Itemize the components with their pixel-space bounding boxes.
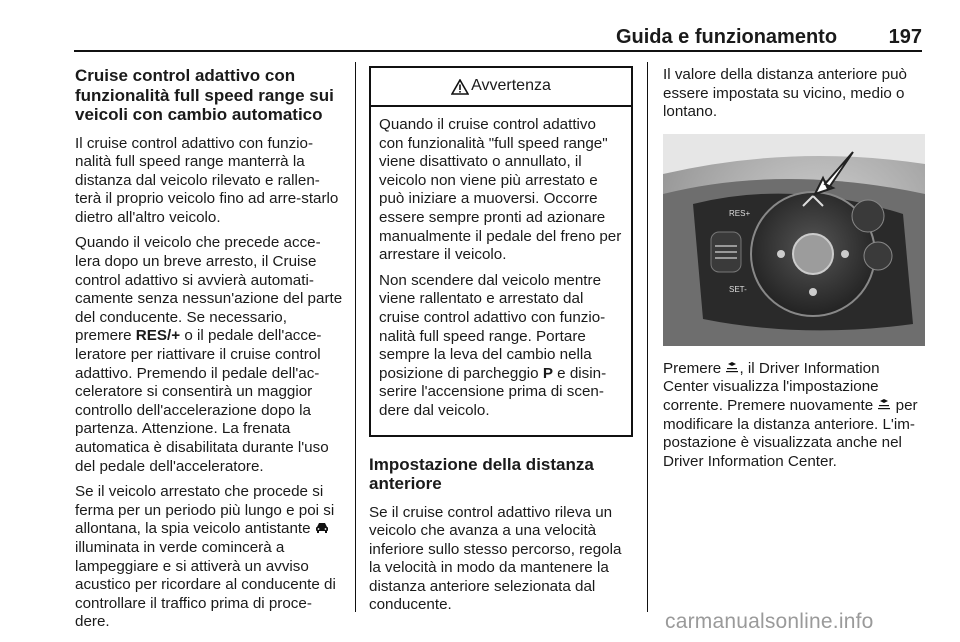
paragraph: Se il veicolo arrestato che procede si ferma per un periodo più lungo e poi si allontana, la spia veicolo antistante illuminata in verde comincerà a lampeggiare e si attiverà un avviso acustico per ricordare al conducente di controllare il traffico prima di proce-dere. [75, 483, 336, 631]
follow-distance-icon [725, 362, 739, 374]
park-position-label: P [542, 364, 553, 382]
res-label: RES+ [729, 208, 751, 218]
steering-wheel-controls-image [663, 134, 925, 346]
warning-box [369, 66, 633, 437]
header-rule [74, 50, 922, 52]
follow-distance-icon [877, 399, 891, 411]
paragraph: Se il cruise control adattivo rileva un veicolo che avanza a una velocità inferiore sullo stesso percorso, regola la velocità in modo da mantenere la distanza anteriore selezionata dal conducente. [369, 503, 622, 614]
column-left [75, 66, 343, 639]
section-title: Guida e funzionamento [615, 26, 838, 48]
paragraph: Quando il veicolo che precede acce-lera dopo un breve arresto, il Cruise control adattivo si avvierà automati-camente senza nessun'azione del parte del conducente. Se necessario, premere RES/+ o il pedale dell'acce-leratore per riattivare il cruise control adattivo. Premendo il pedale dell'ac-celeratore si consentirà un maggior controllo dell'accelerazione dopo la partenza. Attenzione. La frenata automatica è disabilitata durante l'uso del pedale dell'acceleratore. [75, 234, 343, 475]
set-label: SET- [729, 284, 747, 294]
res-plus-label: RES/+ [135, 327, 181, 345]
warning-title: Avvertenza [471, 77, 551, 95]
column-right [663, 66, 927, 478]
watermark: carmanualsonline.info [665, 610, 874, 633]
vehicle-ahead-icon [315, 522, 329, 534]
warning-triangle-icon [451, 79, 469, 95]
paragraph: Non scendere dal veicolo mentre viene rallentato e arrestato dal cruise control adattivo con funzio-nalità full speed range. Portare sempre la leva del cambio nella posizione di parcheggio P e disin-serire l'accensione prima di scen-dere dal veicolo. [379, 271, 607, 419]
paragraph: Il valore della distanza anteriore può essere impostata su vicino, medio o lontano. [663, 66, 907, 121]
page-number: 197 [888, 26, 922, 48]
paragraph: Premere , il Driver Information Center visualizza l'impostazione corrente. Premere nuovamente per modificare la distanza anteriore. L'im-postazione è visualizzata anche nel Driver Information Center. [663, 359, 918, 470]
warning-header [371, 68, 631, 107]
column-divider [355, 62, 356, 612]
warning-body [371, 107, 631, 435]
section-heading: Impostazione della distanza anteriore [369, 454, 594, 493]
column-divider [647, 62, 648, 612]
paragraph: Il cruise control adattivo con funzio-nalità full speed range manterrà la distanza dal veicolo rilevato e rallen-terà il proprio veicolo fino ad arre-starlo dietro all'altro veicolo. [75, 134, 339, 226]
paragraph: Quando il cruise control adattivo con funzionalità "full speed range" viene disattivato o annullato, il veicolo non viene più arrestato e può iniziare a muoversi. Occorre essere sempre pronti ad azionare manualmente il pedale del freno per arrestare il veicolo. [379, 116, 622, 264]
page-header [616, 26, 922, 49]
column-middle [369, 66, 633, 622]
section-heading: Cruise control adattivo con funzionalità full speed range sui veicoli con cambio automatico [75, 66, 334, 124]
